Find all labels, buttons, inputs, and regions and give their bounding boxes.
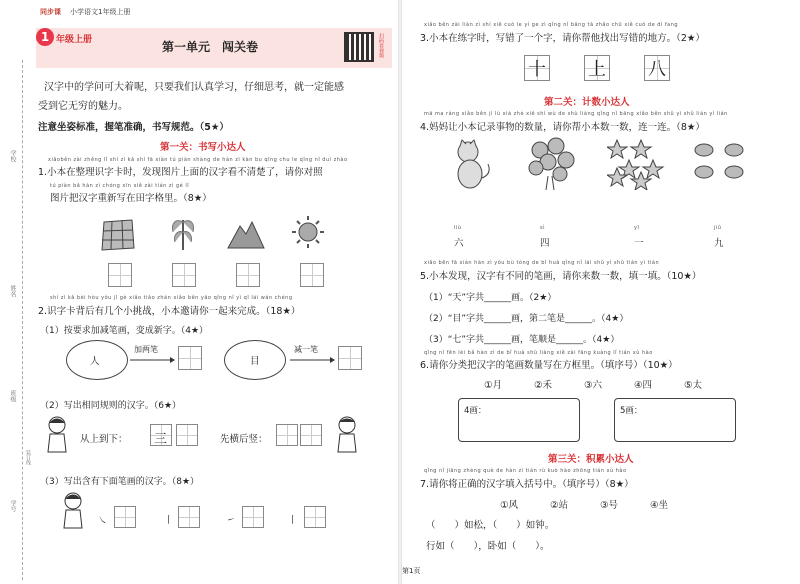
answer-grid-4[interactable] [300,263,324,287]
girl-icon [58,490,88,530]
arrow-right-icon [130,356,176,364]
q3-pinyin: xiǎo běn zài liàn zì shí xiě cuò le yí ge zì qǐng nǐ bāng tā zhǎo chū xiě cuò de dì fang [424,22,679,28]
q7-row-2[interactable]: 行如（ ），卧如（ ）。 [426,541,550,552]
q2-1-char-b: 目 [250,356,260,367]
q6-box-a-label: 4画： [464,406,487,416]
q2-2-example: 三 [154,432,168,447]
grade-badge-number: 1 [36,28,54,46]
intro-line-2: 受到它无穷的魅力。 [38,101,128,112]
q7-option-2: ②站 [550,500,569,511]
q2-2-text: （2）写出相同规则的汉字。（6★） [40,401,182,411]
answer-grid-2[interactable] [172,263,196,287]
q6-option-2: ②禾 [534,380,553,391]
qr-caption: 扫码看视频 [378,33,384,58]
q5-text: 5.小本发现，汉字有不同的笔画，请你来数一数，填一填。（10★） [420,271,702,282]
stroke-grid-1[interactable] [114,506,136,528]
page-number: 第1页 [402,567,421,575]
q7-option-4: ④坐 [650,500,669,511]
q6-text: 6.请你分类把汉字的笔画数量写在方框里。（填序号）（10★） [420,360,678,371]
q6-option-1: ①月 [484,380,503,391]
q4-number-2: 四 [540,238,550,249]
margin-name: 姓名 [9,285,16,297]
book-title: 小学语文1年级上册 [70,8,131,16]
q6-option-3: ③六 [584,380,603,391]
q7-pinyin: qǐng nǐ jiāng zhèng què de hàn zì tián rù kuò hào zhōng tián xù hào [424,468,627,474]
mountain-picture-icon [226,218,266,250]
q6-option-5: ⑤太 [684,380,703,391]
stroke-grid-4[interactable] [304,506,326,528]
answer-grid-1[interactable] [108,263,132,287]
margin-class: 班级 [9,390,16,402]
q6-pinyin: qǐng nǐ fēn lèi bǎ hàn zì de bǐ huà shù liàng xiě zài fāng kuàng lǐ tián xù hào [424,350,653,356]
q2-1-grid-a[interactable] [178,346,202,370]
q2-1-grid-b[interactable] [338,346,362,370]
q3-char-2: 上 [588,59,606,80]
section3-title: 第三关：积累小达人 [548,454,634,465]
q2-3-text: （3）写出含有下面笔画的汉字。（8★） [40,477,200,487]
q2-1-op-b: 减一笔 [294,345,318,354]
stars-icon [607,138,667,190]
brand-label: 同步课 [40,8,61,16]
q2-1-text: （1）按要求加减笔画，变成新字。（4★） [40,326,209,336]
boy-icon [332,414,362,454]
q4-pinyin: mā ma ràng xiǎo běn jì lù xià zhè xiē shì wù de shù liàng qǐng nǐ bāng xiǎo běn shǔ yì shǔ lián yì lián [424,111,728,117]
stroke-4: 丨 [288,515,298,526]
q2-1-char-a: 人 [90,356,100,367]
answer-grid-3[interactable] [236,263,260,287]
q4-text: 4.妈妈让小本记录事物的数量，请你帮小本数一数，连一连。（8★） [420,122,705,133]
q7-text: 7.请你将正确的汉字填入括号中。（填序号）（8★） [420,479,634,490]
margin-number: 学号 [9,500,16,512]
q1-pinyin-2: tú piàn bǎ hàn zì chóng xīn xiě zài tián zì gé lǐ [50,183,190,189]
section1-title: 第一关：书写小达人 [160,142,246,153]
stroke-grid-2[interactable] [178,506,200,528]
q2-text: 2.识字卡背后有几个小挑战，小本邀请你一起来完成。（18★） [38,306,301,317]
q4-num-pinyin-1: liù [454,225,462,231]
girl-icon [42,414,72,454]
q2-2-grid-a[interactable] [176,424,198,446]
q6-option-4: ④四 [634,380,653,391]
cut-line [22,60,23,580]
q4-num-pinyin-3: yī [634,225,640,231]
q2-2-grid-c[interactable] [300,424,322,446]
q4-number-1: 六 [454,238,464,249]
q1-text: 1.小本在整理识字卡时，发现图片上面的汉字看不清楚了，请你对照 [38,167,323,178]
stroke-1: ㇏ [98,515,108,526]
birds-icon [692,140,750,188]
intro-line-1: 汉字中的学问可大着呢，只要我们认真学习，仔细思考，就一定能感 [44,82,344,93]
q3-char-1: 十 [528,59,546,80]
q6-box-b-label: 5画： [620,406,643,416]
q7-option-3: ③号 [600,500,619,511]
q2-2-grid-b[interactable] [276,424,298,446]
stroke-grid-3[interactable] [242,506,264,528]
section2-title: 第二关：计数小达人 [544,97,630,108]
q4-number-4: 九 [714,238,724,249]
right-page [402,0,800,584]
unit-title: 第一单元 闯关卷 [162,40,259,54]
grade-badge: 年级上册 [56,35,93,45]
q2-1-op-a: 加两笔 [134,345,158,354]
q3-text: 3.小本在练字时，写错了一个字，请你帮他找出写错的地方。（2★） [420,33,705,44]
q7-option-1: ①风 [500,500,519,511]
flowers-icon [526,136,576,192]
q1-text-2: 图片把汉字重新写在田字格里。（8★） [50,193,212,204]
qr-code-icon [344,32,374,62]
arrow-right-icon [290,356,336,364]
q4-number-3: 一 [634,238,644,249]
q1-pinyin: xiǎoběn zài zhěng lǐ shí zì kǎ shí fā xiàn tú piàn shàng de hàn zì kàn bu qīng chu le qǐng nǐ duì zhào [48,157,348,163]
q2-pinyin: shí zì kǎ bèi hòu yǒu jǐ gè xiǎo tiǎo zhàn xiǎo běn yāo qǐng nǐ yì qǐ lái wán chéng [50,295,293,301]
q4-num-pinyin-2: sì [540,225,545,231]
q5-1[interactable]: （1）“天”字共______画。（2★） [424,293,557,303]
q2-2-rule-a: 从上到下： [80,434,128,445]
q4-num-pinyin-4: jiǔ [714,225,722,231]
sun-picture-icon [290,214,326,250]
q5-3[interactable]: （3）“七”字共______画，笔顺是______。（4★） [424,335,620,345]
stroke-2: 丨 [164,515,174,526]
margin-cut-text: 装订线 [25,450,31,465]
grain-picture-icon [165,214,201,252]
q7-row-1[interactable]: （ ）如松，（ ）如钟。 [426,520,555,531]
q2-2-rule-b: 先横后竖： [220,434,268,445]
stroke-3: ㇀ [226,515,236,526]
field-picture-icon [100,216,136,252]
q5-pinyin: xiǎo běn fā xiàn hàn zì yǒu bù tóng de bǐ huà qǐng nǐ lái shǔ yì shǔ tián yì tián [424,260,660,266]
instruction: 注意坐姿标准，握笔准确，书写规范。（5★） [38,122,229,133]
q3-char-3: 八 [648,59,666,80]
margin-school: 学校 [9,150,16,162]
q5-2[interactable]: （2）“目”字共______画，第二笔是______。（4★） [424,314,629,324]
cat-icon [454,138,494,190]
